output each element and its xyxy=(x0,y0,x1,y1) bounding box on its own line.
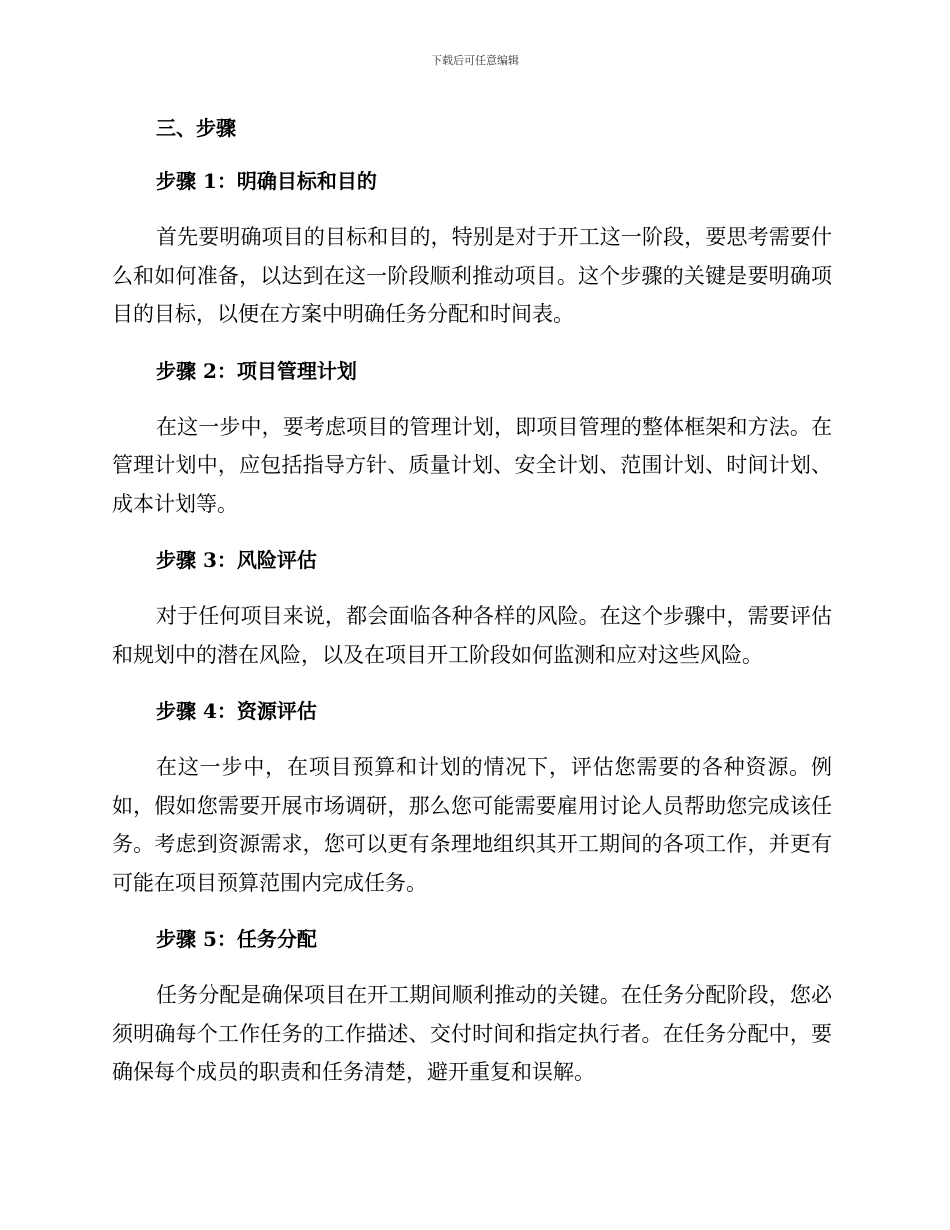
step-3-heading: 步骤 3：风险评估 xyxy=(156,548,317,572)
page-header: 下载后可任意编辑 xyxy=(431,54,519,67)
step-4-body: 在这一步中，在项目预算和计划的情况下，评估您需要的各种资源。例如，假如您需要开展市场调研，那么您可能需要雇用讨论人员帮助您完成该任务。考虑到资源需求，您可以更有条理地组织其开工期间的各项工作，并更有可能在项目预算范围内完成任务。 xyxy=(112,755,832,895)
step-1-heading: 步骤 1：明确目标和目的 xyxy=(156,169,377,193)
step-2-heading: 步骤 2：项目管理计划 xyxy=(156,358,357,383)
step-1-body: 首先要明确项目的目标和目的，特别是对于开工这一阶段，要思考需要什么和如何准备，以达到在这一阶段顺利推动项目。这个步骤的关键是要明确项目的目标，以便在方案中明确任务分配和时间表。 xyxy=(112,225,832,326)
step-5-body: 任务分配是确保项目在开工期间顺利推动的关键。在任务分配阶段，您必须明确每个工作任务的工作描述、交付时间和指定执行者。在任务分配中，要确保每个成员的职责和任务清楚，避开重复和误解。 xyxy=(112,983,832,1084)
document-content xyxy=(112,108,832,1092)
section-title: 三、步骤 xyxy=(156,116,236,140)
step-4-heading: 步骤 4：资源评估 xyxy=(156,699,317,723)
step-2-body: 在这一步中，要考虑项目的管理计划，即项目管理的整体框架和方法。在管理计划中，应包括指导方针、质量计划、安全计划、范围计划、时间计划、成本计划等。 xyxy=(112,414,832,516)
step-3-body: 对于任何项目来说，都会面临各种各样的风险。在这个步骤中，需要评估和规划中的潜在风险，以及在项目开工阶段如何监测和应对这些风险。 xyxy=(112,604,832,667)
step-5-heading: 步骤 5：任务分配 xyxy=(156,927,317,951)
